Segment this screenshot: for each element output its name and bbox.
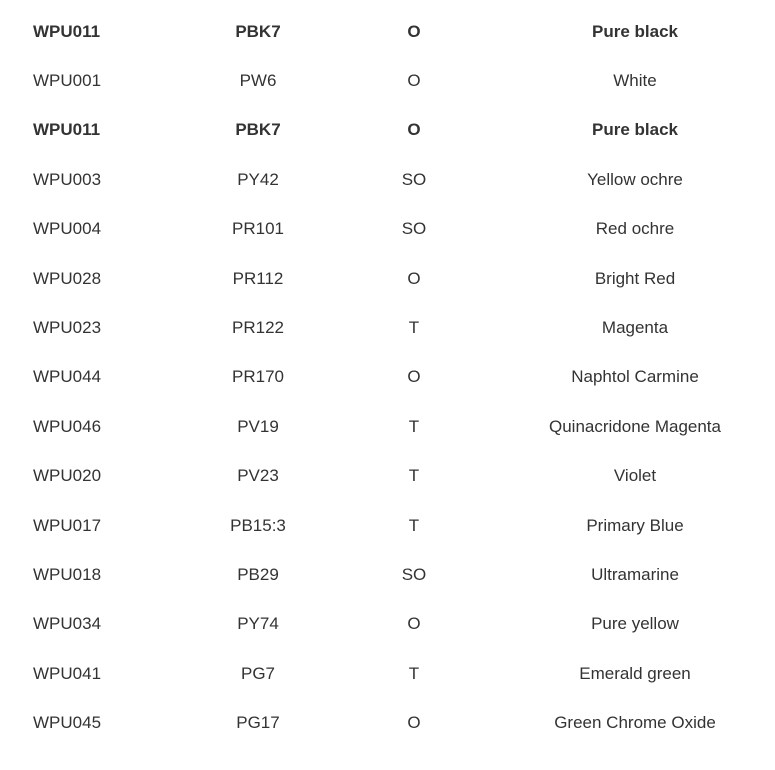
color-name-cell: Bright Red — [594, 268, 676, 288]
product-code-cell: WPU041 — [33, 663, 102, 683]
color-name-cell: Primary Blue — [586, 515, 684, 535]
table-row — [0, 205, 775, 254]
table-row — [0, 452, 775, 501]
product-code-cell: WPU034 — [33, 614, 102, 634]
pigment-index-cell: PG17 — [236, 713, 280, 733]
pigment-index-cell: PR112 — [232, 268, 284, 288]
product-code-cell: WPU045 — [33, 713, 102, 733]
product-code-cell: WPU001 — [33, 71, 102, 91]
product-code-cell: WPU020 — [33, 466, 102, 486]
product-code-cell: WPU028 — [33, 268, 102, 288]
table-row — [0, 698, 775, 747]
table-row — [0, 7, 775, 56]
opacity-cell: T — [408, 416, 420, 436]
pigment-index-cell: PBK7 — [235, 21, 281, 41]
opacity-cell: O — [407, 614, 421, 634]
color-name-cell: Pure black — [592, 21, 678, 41]
opacity-cell: SO — [401, 564, 427, 584]
opacity-cell: O — [407, 367, 421, 387]
color-name-cell: Pure black — [592, 120, 678, 140]
table-row — [0, 402, 775, 451]
pigment-table-body — [0, 7, 775, 748]
color-name-cell: Magenta — [601, 318, 669, 338]
pigment-index-cell: PY42 — [237, 169, 279, 189]
color-name-cell: Violet — [613, 466, 657, 486]
pigment-index-cell: PW6 — [239, 71, 277, 91]
opacity-cell: SO — [401, 169, 427, 189]
pigment-index-cell: PBK7 — [235, 120, 281, 140]
pigment-index-cell: PG7 — [240, 663, 276, 683]
pigment-table — [0, 7, 775, 748]
pigment-index-cell: PB29 — [237, 564, 279, 584]
opacity-cell: T — [408, 466, 420, 486]
table-row — [0, 303, 775, 352]
table-row — [0, 600, 775, 649]
table-row — [0, 550, 775, 599]
color-name-cell: Naphtol Carmine — [571, 367, 699, 387]
color-name-cell: Emerald green — [579, 663, 691, 683]
product-code-cell: WPU023 — [33, 318, 102, 338]
table-row — [0, 155, 775, 204]
opacity-cell: O — [407, 120, 421, 140]
pigment-index-cell: PR101 — [232, 219, 284, 239]
opacity-cell: SO — [401, 219, 427, 239]
product-code-cell: WPU003 — [33, 169, 102, 189]
color-name-cell: Pure yellow — [591, 614, 679, 634]
opacity-cell: O — [407, 268, 421, 288]
color-name-cell: Yellow ochre — [587, 169, 683, 189]
color-name-cell: Ultramarine — [591, 564, 679, 584]
pigment-index-cell: PB15:3 — [230, 515, 286, 535]
color-name-cell: Red ochre — [595, 219, 675, 239]
product-code-cell: WPU011 — [33, 120, 101, 140]
table-row — [0, 254, 775, 303]
opacity-cell: O — [407, 71, 421, 91]
opacity-cell: T — [408, 663, 420, 683]
opacity-cell: O — [407, 713, 421, 733]
table-row — [0, 56, 775, 105]
color-name-cell: Quinacridone Magenta — [548, 416, 721, 436]
product-code-cell: WPU046 — [33, 416, 102, 436]
product-code-cell: WPU044 — [33, 367, 102, 387]
pigment-index-cell: PV19 — [237, 416, 279, 436]
table-row — [0, 649, 775, 698]
pigment-index-cell: PV23 — [237, 466, 279, 486]
opacity-cell: T — [408, 318, 420, 338]
opacity-cell: O — [407, 21, 421, 41]
color-name-cell: White — [613, 71, 657, 91]
table-row — [0, 106, 775, 155]
table-row — [0, 501, 775, 550]
product-code-cell: WPU011 — [33, 21, 101, 41]
product-code-cell: WPU004 — [33, 219, 102, 239]
product-code-cell: WPU018 — [33, 564, 102, 584]
product-code-cell: WPU017 — [33, 515, 102, 535]
pigment-index-cell: PR122 — [232, 318, 284, 338]
pigment-index-cell: PR170 — [232, 367, 284, 387]
pigment-index-cell: PY74 — [237, 614, 279, 634]
color-name-cell: Green Chrome Oxide — [554, 713, 716, 733]
table-row — [0, 353, 775, 402]
opacity-cell: T — [408, 515, 420, 535]
